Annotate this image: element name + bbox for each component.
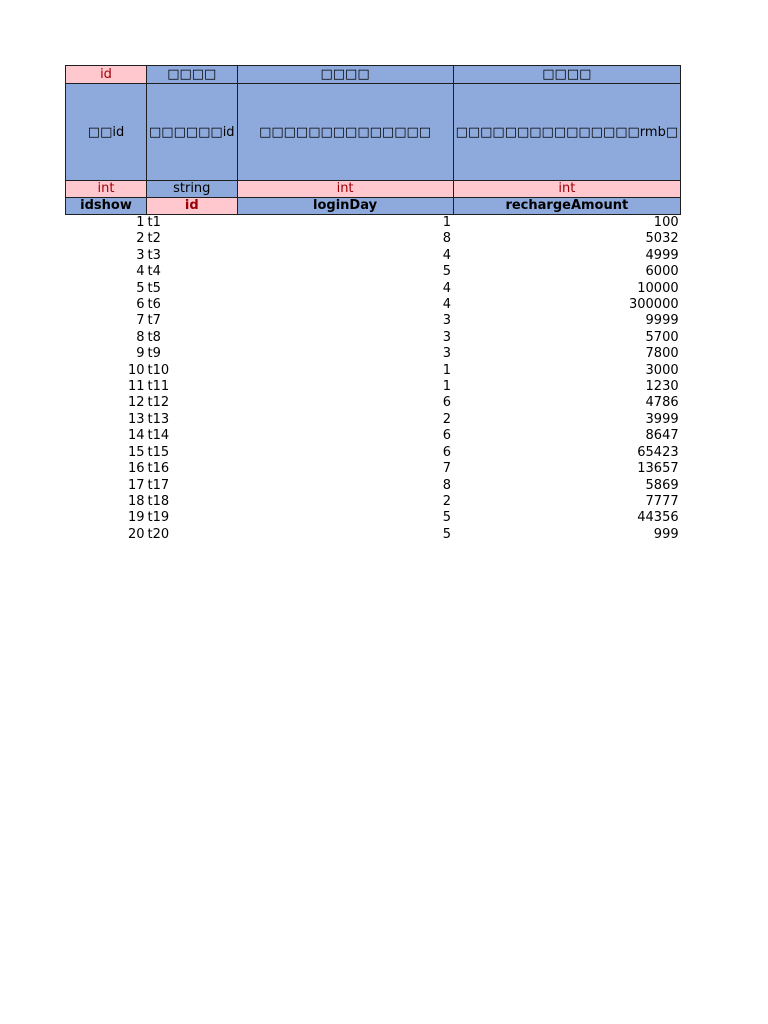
recharge-amount-cell[interactable]: 8647 xyxy=(645,428,679,444)
description-cell[interactable]: □□id xyxy=(66,84,147,181)
id-cell[interactable]: t20 xyxy=(147,526,170,542)
table-row xyxy=(66,281,681,297)
login-day-cell[interactable]: 3 xyxy=(442,313,452,329)
table-row xyxy=(66,494,681,510)
description-cell[interactable]: □□□□□□id xyxy=(147,84,238,181)
id-cell[interactable]: t2 xyxy=(147,231,161,247)
id-cell[interactable]: t14 xyxy=(147,428,170,444)
idshow-cell[interactable]: 20 xyxy=(127,526,145,542)
table-row xyxy=(66,428,681,444)
recharge-amount-cell[interactable]: 7800 xyxy=(645,346,679,362)
description-cell[interactable]: □□□□□□□□□□□□□□□rmb□ xyxy=(453,84,681,181)
id-cell[interactable]: t9 xyxy=(147,346,161,362)
id-cell[interactable]: t6 xyxy=(147,297,161,313)
table-row xyxy=(66,510,681,526)
login-day-cell[interactable]: 6 xyxy=(442,428,452,444)
recharge-amount-cell[interactable]: 300000 xyxy=(628,297,679,313)
spreadsheet-table xyxy=(65,65,681,543)
type-cell[interactable]: string xyxy=(147,181,238,198)
login-day-cell[interactable]: 5 xyxy=(442,526,452,542)
table-row xyxy=(66,445,681,461)
recharge-amount-cell[interactable]: 3999 xyxy=(645,411,679,427)
table-row xyxy=(66,461,681,477)
id-cell[interactable]: t16 xyxy=(147,461,170,477)
recharge-amount-cell[interactable]: 5032 xyxy=(645,231,679,247)
idshow-cell[interactable]: 1 xyxy=(136,215,145,230)
header-cell[interactable]: □□□□ xyxy=(453,66,681,84)
type-cell[interactable]: int xyxy=(237,181,453,198)
table-row xyxy=(66,379,681,395)
table-row xyxy=(66,248,681,264)
idshow-cell[interactable]: 14 xyxy=(127,428,145,444)
id-cell[interactable]: t3 xyxy=(147,247,161,263)
key-cell[interactable]: loginDay xyxy=(237,198,453,215)
table-row xyxy=(66,346,681,362)
recharge-amount-cell[interactable]: 5869 xyxy=(645,477,679,493)
table-row xyxy=(66,313,681,329)
header-cell[interactable]: id xyxy=(66,66,147,84)
idshow-cell[interactable]: 18 xyxy=(127,493,145,509)
recharge-amount-cell[interactable]: 13657 xyxy=(637,461,679,477)
id-cell[interactable]: t19 xyxy=(147,510,170,526)
login-day-cell[interactable]: 1 xyxy=(442,215,452,230)
recharge-amount-cell[interactable]: 44356 xyxy=(637,510,679,526)
id-cell[interactable]: t10 xyxy=(147,362,170,378)
login-day-cell[interactable]: 3 xyxy=(442,329,452,345)
id-cell[interactable]: t13 xyxy=(147,411,170,427)
login-day-cell[interactable]: 5 xyxy=(442,264,452,280)
key-cell[interactable]: idshow xyxy=(66,198,147,215)
idshow-cell[interactable]: 16 xyxy=(127,461,145,477)
recharge-amount-cell[interactable]: 4999 xyxy=(645,247,679,263)
table-row xyxy=(66,297,681,313)
recharge-amount-cell[interactable]: 9999 xyxy=(645,313,679,329)
idshow-cell[interactable]: 17 xyxy=(127,477,145,493)
idshow-cell[interactable]: 5 xyxy=(136,280,145,296)
idshow-cell[interactable]: 12 xyxy=(127,395,145,411)
idshow-cell[interactable]: 11 xyxy=(127,379,145,395)
idshow-cell[interactable]: 9 xyxy=(136,346,145,362)
recharge-amount-cell[interactable]: 999 xyxy=(653,526,679,542)
id-cell[interactable]: t8 xyxy=(147,329,161,345)
recharge-amount-cell[interactable]: 4786 xyxy=(645,395,679,411)
login-day-cell[interactable]: 4 xyxy=(442,297,452,313)
field-name-row xyxy=(66,66,681,84)
type-cell[interactable]: int xyxy=(453,181,681,198)
login-day-cell[interactable]: 4 xyxy=(442,280,452,296)
id-cell[interactable]: t4 xyxy=(147,264,161,280)
login-day-cell[interactable]: 8 xyxy=(442,477,452,493)
idshow-cell[interactable]: 3 xyxy=(136,247,145,263)
table-row xyxy=(66,395,681,411)
id-cell[interactable]: t11 xyxy=(147,379,170,395)
login-day-cell[interactable]: 2 xyxy=(442,493,452,509)
login-day-cell[interactable]: 3 xyxy=(442,346,452,362)
idshow-cell[interactable]: 15 xyxy=(127,444,145,460)
key-cell[interactable]: id xyxy=(147,198,238,215)
key-row xyxy=(66,198,681,215)
id-cell[interactable]: t15 xyxy=(147,444,170,460)
recharge-amount-cell[interactable]: 6000 xyxy=(645,264,679,280)
id-cell[interactable]: t5 xyxy=(147,280,161,296)
table-row xyxy=(66,363,681,379)
login-day-cell[interactable]: 6 xyxy=(442,444,452,460)
id-cell[interactable]: t7 xyxy=(147,313,161,329)
table-row xyxy=(66,215,681,232)
idshow-cell[interactable]: 6 xyxy=(136,297,145,313)
recharge-amount-cell[interactable]: 5700 xyxy=(645,329,679,345)
login-day-cell[interactable]: 5 xyxy=(442,510,452,526)
login-day-cell[interactable]: 4 xyxy=(442,247,452,263)
idshow-cell[interactable]: 19 xyxy=(127,510,145,526)
id-cell[interactable]: t1 xyxy=(147,215,161,230)
login-day-cell[interactable]: 6 xyxy=(442,395,452,411)
type-row xyxy=(66,181,681,198)
recharge-amount-cell[interactable]: 100 xyxy=(653,215,679,230)
table-row xyxy=(66,478,681,494)
login-day-cell[interactable]: 1 xyxy=(442,362,452,378)
table-row xyxy=(66,527,681,543)
type-cell[interactable]: int xyxy=(66,181,147,198)
login-day-cell[interactable]: 2 xyxy=(442,411,452,427)
key-cell[interactable]: rechargeAmount xyxy=(453,198,681,215)
table-row xyxy=(66,412,681,428)
recharge-amount-cell[interactable]: 1230 xyxy=(645,379,679,395)
table-row xyxy=(66,231,681,247)
id-cell[interactable]: t12 xyxy=(147,395,170,411)
header-cell[interactable]: □□□□ xyxy=(237,66,453,84)
description-cell[interactable]: □□□□□□□□□□□□□□ xyxy=(237,84,453,181)
login-day-cell[interactable]: 1 xyxy=(442,379,452,395)
description-row xyxy=(66,84,681,181)
recharge-amount-cell[interactable]: 7777 xyxy=(645,493,679,509)
idshow-cell[interactable]: 4 xyxy=(136,264,145,280)
idshow-cell[interactable]: 13 xyxy=(127,411,145,427)
idshow-cell[interactable]: 8 xyxy=(136,329,145,345)
login-day-cell[interactable]: 7 xyxy=(442,461,452,477)
idshow-cell[interactable]: 7 xyxy=(136,313,145,329)
id-cell[interactable]: t17 xyxy=(147,477,170,493)
table-row xyxy=(66,264,681,280)
id-cell[interactable]: t18 xyxy=(147,493,170,509)
idshow-cell[interactable]: 10 xyxy=(127,362,145,378)
header-cell[interactable]: □□□□ xyxy=(147,66,238,84)
login-day-cell[interactable]: 8 xyxy=(442,231,452,247)
recharge-amount-cell[interactable]: 10000 xyxy=(637,280,679,296)
idshow-cell[interactable]: 2 xyxy=(136,231,145,247)
table-row xyxy=(66,330,681,346)
recharge-amount-cell[interactable]: 65423 xyxy=(637,444,679,460)
recharge-amount-cell[interactable]: 3000 xyxy=(645,362,679,378)
